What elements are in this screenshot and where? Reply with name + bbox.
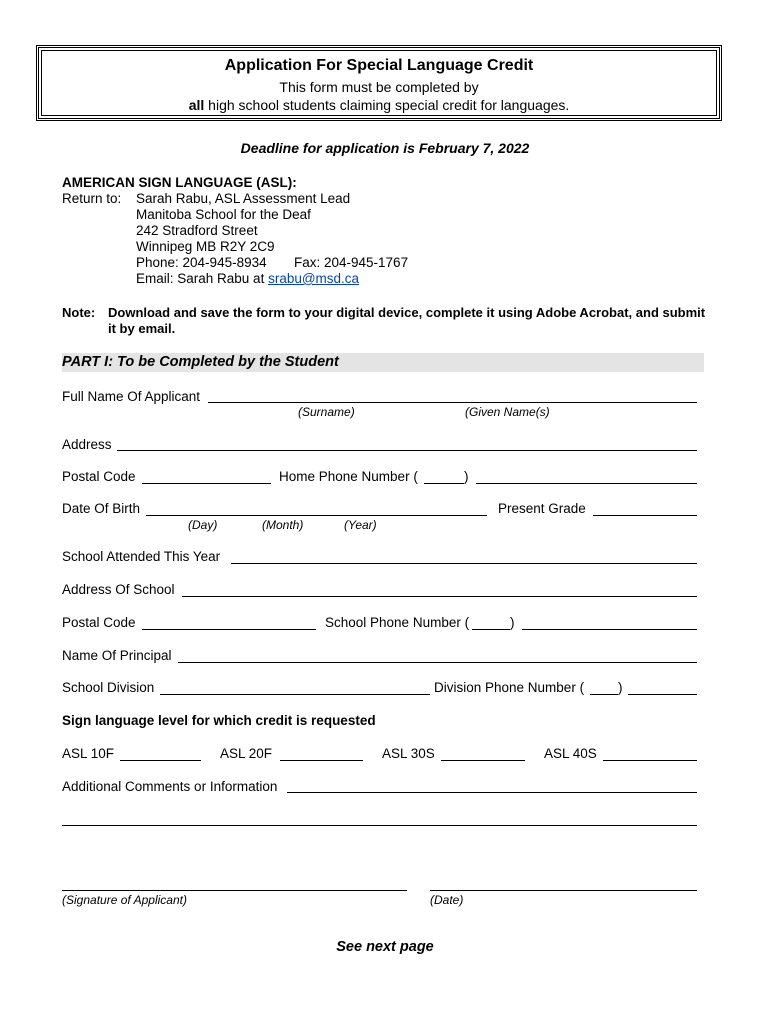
asl30-label: ASL 30S <box>382 746 435 761</box>
division-phone-paren: ) <box>618 680 623 695</box>
contact-phone: Phone: 204-945-8934 <box>136 255 267 270</box>
email-link[interactable]: srabu@msd.ca <box>268 271 360 286</box>
header-box <box>36 45 722 121</box>
school-phone-label: School Phone Number ( <box>325 615 470 630</box>
postal-code-label: Postal Code <box>62 469 136 484</box>
given-name-caption: (Given Name(s) <box>465 405 550 419</box>
address-field[interactable] <box>117 450 697 451</box>
postal-code-field[interactable] <box>142 483 271 484</box>
asl20-label: ASL 20F <box>220 746 273 761</box>
contact-org: Manitoba School for the Deaf <box>136 207 311 222</box>
school-postal-field[interactable] <box>142 629 316 630</box>
full-name-field[interactable] <box>208 402 697 403</box>
day-caption: (Day) <box>188 518 218 532</box>
school-attended-field[interactable] <box>231 563 697 564</box>
principal-label: Name Of Principal <box>62 648 172 663</box>
school-attended-label: School Attended This Year <box>62 549 221 564</box>
contact-city: Winnipeg MB R2Y 2C9 <box>136 239 275 254</box>
comments-label: Additional Comments or Information <box>62 779 278 794</box>
asl-heading: AMERICAN SIGN LANGUAGE (ASL): <box>62 175 297 190</box>
form-subtitle-line1: This form must be completed by <box>279 79 479 95</box>
division-phone-label: Division Phone Number ( <box>434 680 585 695</box>
address-label: Address <box>62 437 112 452</box>
home-phone-field[interactable] <box>476 483 697 484</box>
contact-fax: Fax: 204-945-1767 <box>294 255 409 270</box>
asl10-field[interactable] <box>120 760 201 761</box>
division-label: School Division <box>62 680 155 695</box>
division-phone-area-field[interactable] <box>590 694 618 695</box>
signature-caption: (Signature of Applicant) <box>62 893 187 907</box>
division-field[interactable] <box>160 694 430 695</box>
signature-field[interactable] <box>62 890 407 891</box>
surname-caption: (Surname) <box>298 405 355 419</box>
asl20-field[interactable] <box>280 760 363 761</box>
principal-field[interactable] <box>178 662 697 663</box>
full-name-label: Full Name Of Applicant <box>62 389 201 404</box>
school-phone-area-field[interactable] <box>472 629 510 630</box>
return-label: Return to: <box>62 191 122 206</box>
dob-label: Date Of Birth <box>62 501 141 516</box>
school-address-field[interactable] <box>182 596 697 597</box>
present-grade-field[interactable] <box>593 515 697 516</box>
comments-field-line2[interactable] <box>62 825 697 826</box>
division-phone-field[interactable] <box>628 694 697 695</box>
date-field[interactable] <box>430 890 697 891</box>
part1-heading: PART I: To be Completed by the Student <box>62 353 704 372</box>
see-next-page: See next page <box>336 939 434 955</box>
asl30-field[interactable] <box>441 760 525 761</box>
asl40-field[interactable] <box>603 760 697 761</box>
note-label: Note: <box>62 305 96 320</box>
home-phone-area-field[interactable] <box>424 483 464 484</box>
present-grade-label: Present Grade <box>498 501 586 516</box>
sign-level-heading: Sign language level for which credit is requested <box>62 713 376 728</box>
form-subtitle-line2: all high school students claiming special credit for languages. <box>188 97 570 113</box>
dob-field[interactable] <box>146 515 487 516</box>
form-title: Application For Special Language Credit <box>224 57 534 74</box>
date-caption: (Date) <box>430 893 464 907</box>
asl40-label: ASL 40S <box>544 746 597 761</box>
contact-street: 242 Stradford Street <box>136 223 258 238</box>
home-phone-label: Home Phone Number ( <box>279 469 418 484</box>
deadline-text: Deadline for application is February 7, 2022 <box>240 140 530 156</box>
note-text: Download and save the form to your digital device, complete it using Adobe Acrobat, and submit it by email. <box>108 305 706 336</box>
school-postal-label: Postal Code <box>62 615 136 630</box>
contact-email-line: Email: Sarah Rabu at srabu@msd.ca <box>136 271 360 286</box>
contact-name: Sarah Rabu, ASL Assessment Lead <box>136 191 351 206</box>
school-address-label: Address Of School <box>62 582 175 597</box>
year-caption: (Year) <box>344 518 377 532</box>
school-phone-field[interactable] <box>522 629 697 630</box>
home-phone-paren: ) <box>464 469 469 484</box>
asl10-label: ASL 10F <box>62 746 115 761</box>
comments-field-line1[interactable] <box>287 792 697 793</box>
school-phone-paren: ) <box>510 615 515 630</box>
month-caption: (Month) <box>262 518 304 532</box>
